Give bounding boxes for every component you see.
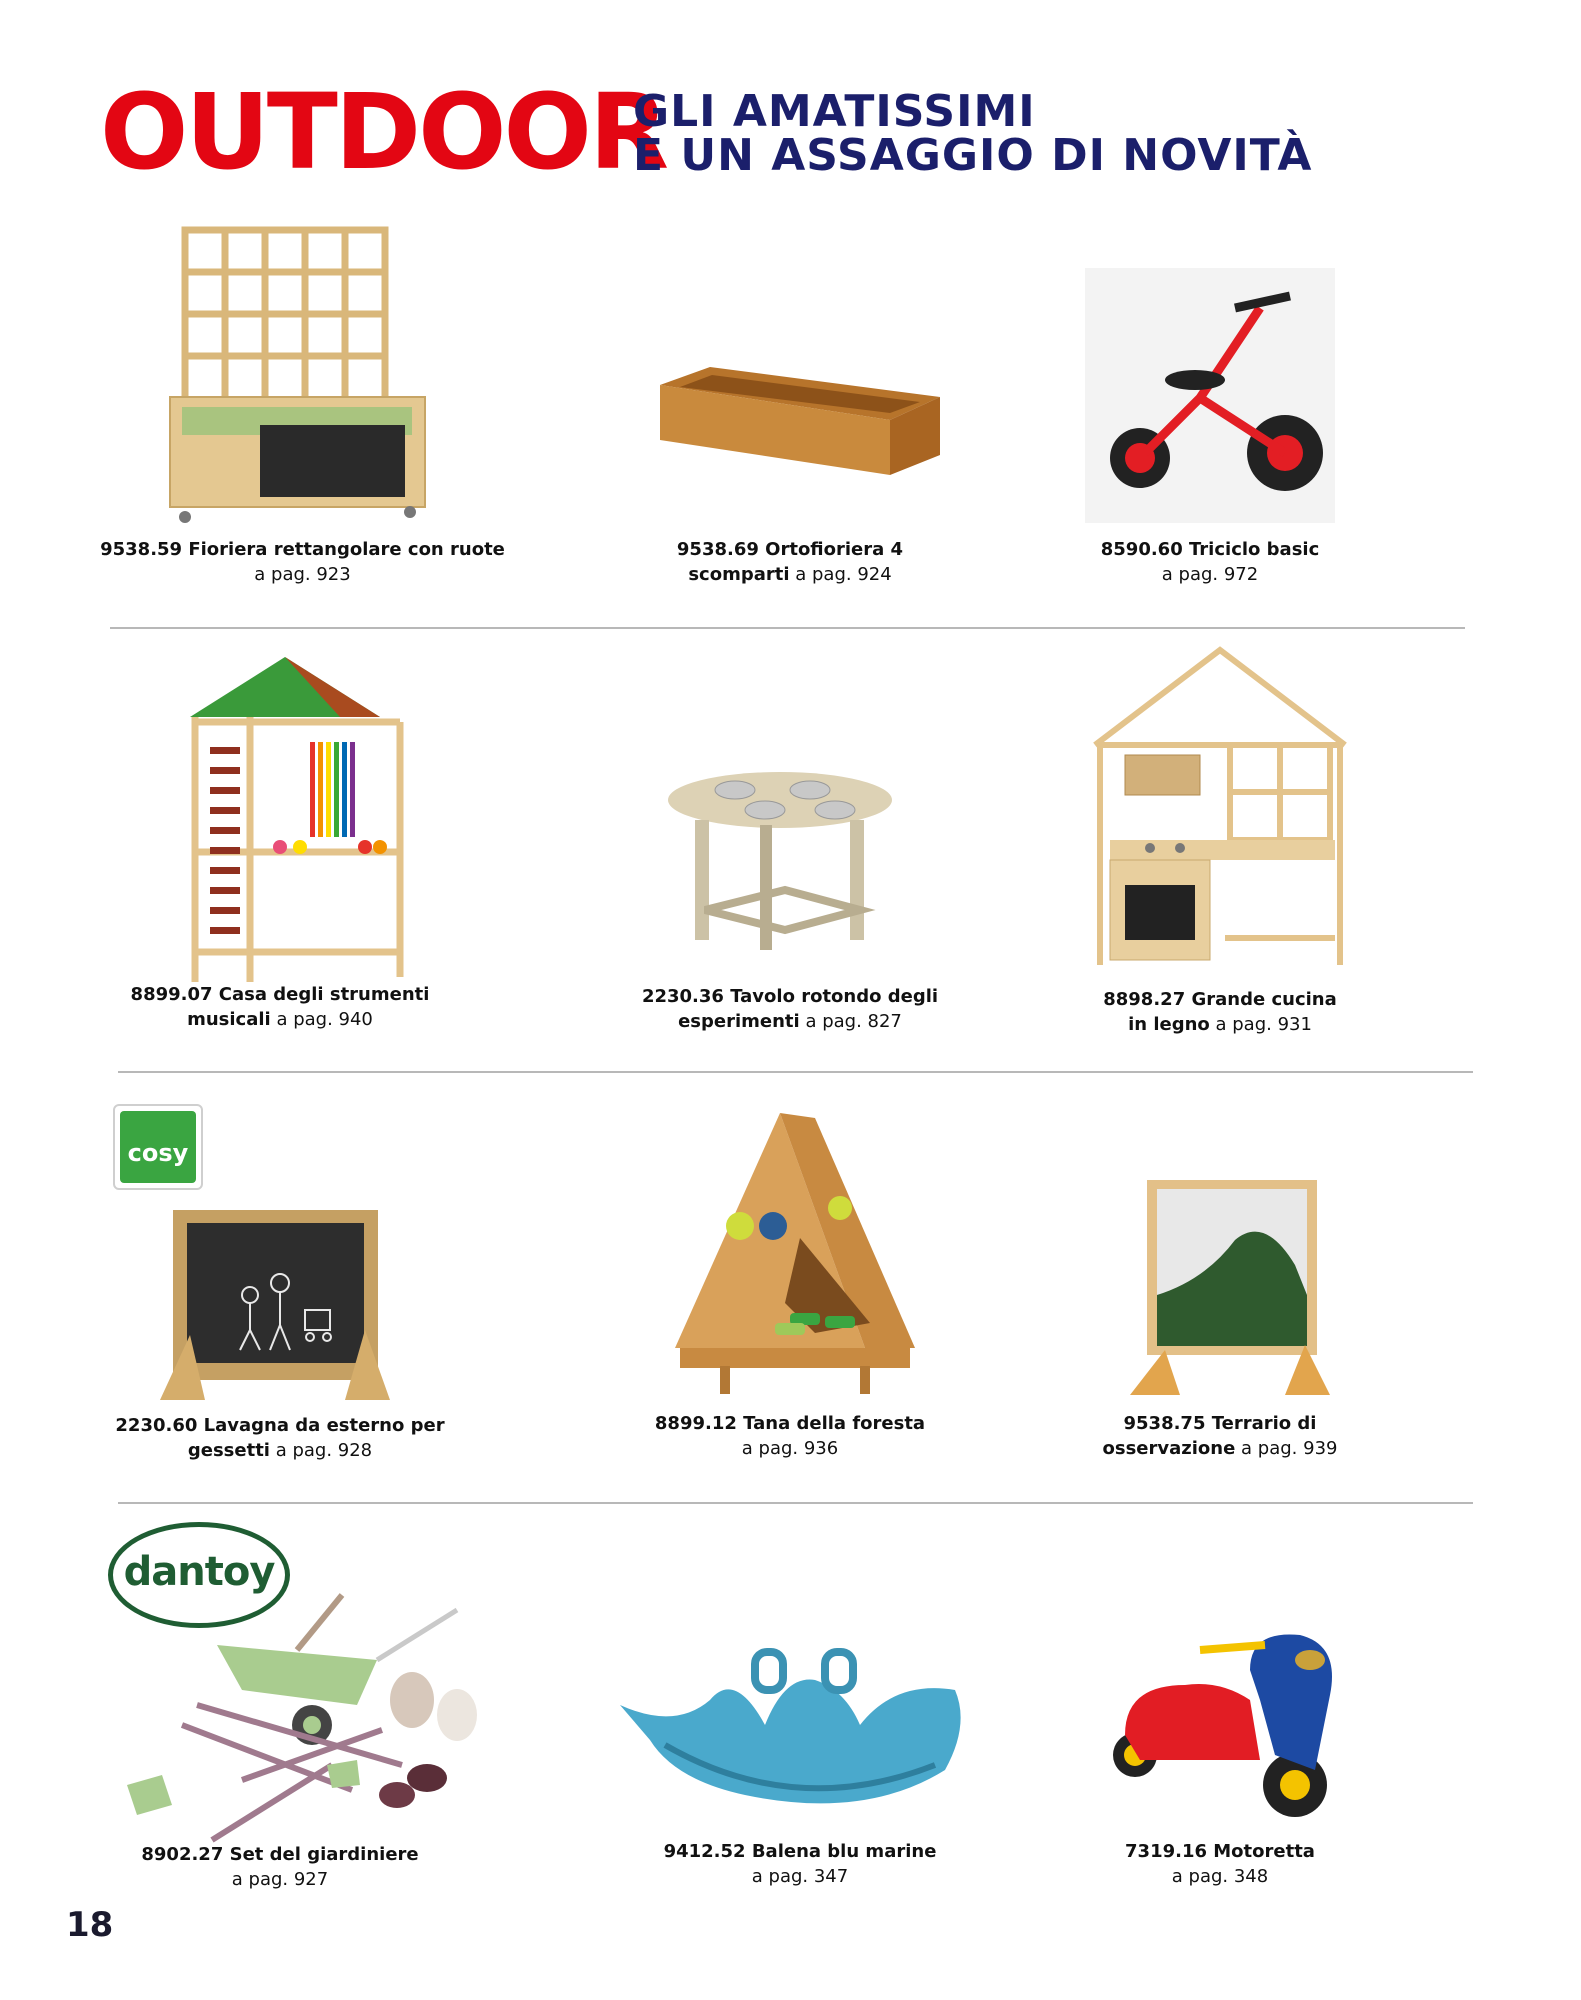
product-name: 9412.52 Balena blu marine bbox=[663, 1841, 937, 1862]
page-reference: a pag. 936 bbox=[741, 1438, 839, 1459]
product-caption bbox=[1070, 1411, 1370, 1461]
section-title: OUTDOOR bbox=[100, 71, 667, 193]
forest-den-image bbox=[665, 1108, 925, 1398]
garden-bed-image bbox=[650, 365, 950, 480]
cosy-badge-label: cosy bbox=[127, 1139, 189, 1167]
row-divider bbox=[118, 1071, 1473, 1073]
product-name: 7319.16 Motoretta bbox=[1125, 1841, 1315, 1862]
product-caption bbox=[110, 982, 450, 1032]
section-subtitle bbox=[633, 86, 1313, 181]
product-name: scomparti bbox=[688, 564, 790, 585]
chalkboard-image bbox=[155, 1205, 395, 1405]
product-name: 2230.60 Lavagna da esterno per bbox=[115, 1415, 445, 1436]
music-house-image bbox=[180, 652, 420, 987]
product-name: osservazione bbox=[1102, 1438, 1236, 1459]
product-caption bbox=[110, 1842, 450, 1892]
page-reference: a pag. 972 bbox=[1161, 564, 1259, 585]
subtitle-line-1: GLI AMATISSIMI bbox=[633, 86, 1036, 137]
page-reference: a pag. 924 bbox=[795, 564, 892, 585]
planter-with-wheels-image bbox=[160, 222, 440, 527]
product-caption bbox=[1070, 987, 1370, 1037]
product-name: gessetti bbox=[187, 1440, 270, 1461]
product-caption bbox=[620, 537, 960, 587]
page-reference: a pag. 827 bbox=[805, 1011, 902, 1032]
product-name: esperimenti bbox=[678, 1011, 800, 1032]
product-caption bbox=[90, 537, 515, 587]
product-caption bbox=[630, 1839, 970, 1889]
product-name: musicali bbox=[187, 1009, 271, 1030]
whale-rocker-image bbox=[615, 1630, 975, 1825]
wooden-kitchen-image bbox=[1085, 645, 1355, 970]
cosy-badge bbox=[113, 1104, 203, 1190]
product-name: 8902.27 Set del giardiniere bbox=[141, 1844, 419, 1865]
product-name: 9538.59 Fioriera rettangolare con ruote bbox=[100, 539, 505, 560]
page-reference: a pag. 928 bbox=[275, 1440, 373, 1461]
product-name: 9538.75 Terrario di bbox=[1123, 1413, 1317, 1434]
product-name: 8899.07 Casa degli strumenti bbox=[130, 984, 430, 1005]
page-reference: a pag. 927 bbox=[231, 1869, 329, 1890]
row-divider bbox=[118, 1502, 1473, 1504]
page-reference: a pag. 347 bbox=[751, 1866, 849, 1887]
page-reference: a pag. 940 bbox=[276, 1009, 373, 1030]
product-name: 2230.36 Tavolo rotondo degli bbox=[641, 986, 939, 1007]
product-caption bbox=[1060, 537, 1360, 587]
ride-on-scooter-image bbox=[1100, 1625, 1340, 1830]
product-caption bbox=[620, 1411, 960, 1461]
terrarium-image bbox=[1125, 1175, 1335, 1400]
page-reference: a pag. 931 bbox=[1215, 1014, 1312, 1035]
gardener-set-image bbox=[122, 1590, 517, 1850]
dantoy-logo-label: dantoy bbox=[123, 1549, 275, 1595]
product-name: in legno bbox=[1128, 1014, 1210, 1035]
row-divider bbox=[110, 627, 1465, 629]
page-number: 18 bbox=[66, 1905, 114, 1945]
product-name: 8898.27 Grande cucina bbox=[1103, 989, 1337, 1010]
product-caption bbox=[1070, 1839, 1370, 1889]
tricycle-image bbox=[1085, 268, 1335, 523]
page-reference: a pag. 923 bbox=[254, 564, 351, 585]
round-table-image bbox=[665, 760, 895, 960]
product-name: 8590.60 Triciclo basic bbox=[1100, 539, 1320, 560]
page-reference: a pag. 939 bbox=[1241, 1438, 1338, 1459]
product-caption bbox=[620, 984, 960, 1034]
product-name: 8899.12 Tana della foresta bbox=[654, 1413, 926, 1434]
product-caption bbox=[110, 1413, 450, 1463]
page-reference: a pag. 348 bbox=[1171, 1866, 1269, 1887]
product-name: 9538.69 Ortofioriera 4 bbox=[676, 539, 904, 560]
subtitle-line-2: E UN ASSAGGIO DI NOVITÀ bbox=[633, 130, 1313, 181]
